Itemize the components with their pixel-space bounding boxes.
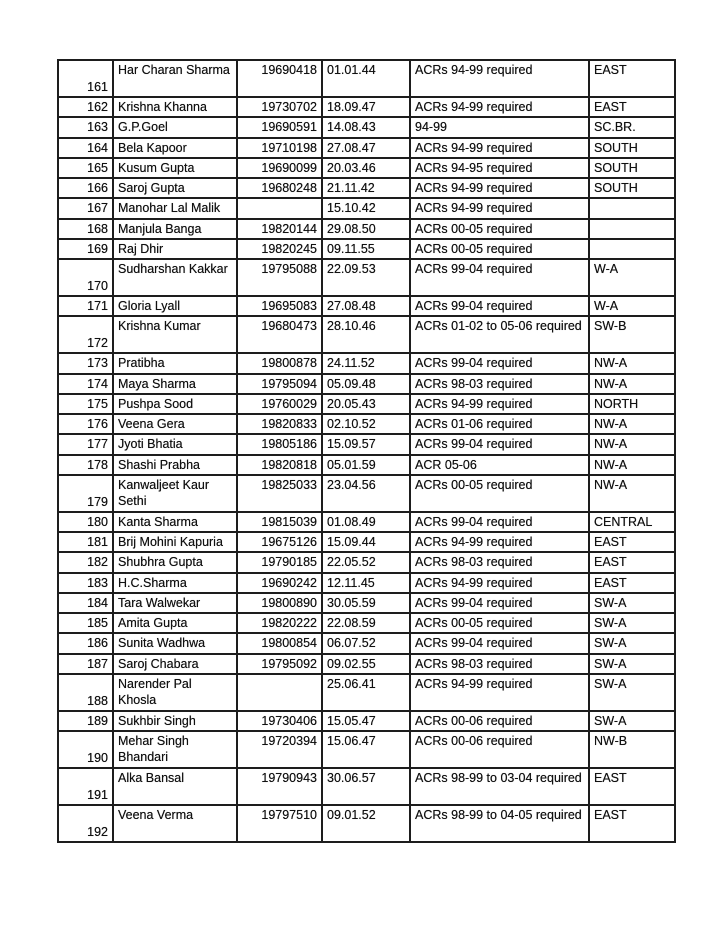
table-row bbox=[58, 805, 675, 842]
dob-cell: 22.08.59 bbox=[322, 613, 410, 633]
row-number-cell: 178 bbox=[58, 455, 113, 475]
name-cell: Kusum Gupta bbox=[113, 158, 237, 178]
name-cell: Mehar Singh Bhandari bbox=[113, 731, 237, 768]
table-row bbox=[58, 219, 675, 239]
region-cell: SOUTH bbox=[589, 138, 675, 158]
dob-cell: 29.08.50 bbox=[322, 219, 410, 239]
table-row bbox=[58, 60, 675, 97]
dob-cell: 02.10.52 bbox=[322, 414, 410, 434]
id-number-cell: 19730702 bbox=[237, 97, 322, 117]
id-number-cell: 19790185 bbox=[237, 552, 322, 572]
table-row bbox=[58, 674, 675, 711]
table-row bbox=[58, 552, 675, 572]
id-number-cell: 19690591 bbox=[237, 117, 322, 137]
table-row bbox=[58, 711, 675, 731]
name-cell: Saroj Chabara bbox=[113, 654, 237, 674]
id-number-cell: 19675126 bbox=[237, 532, 322, 552]
acr-requirement-cell: ACRs 00-05 required bbox=[410, 613, 589, 633]
id-number-cell bbox=[237, 674, 322, 711]
region-cell: SC.BR. bbox=[589, 117, 675, 137]
row-number-cell: 162 bbox=[58, 97, 113, 117]
region-cell: W-A bbox=[589, 296, 675, 316]
dob-cell: 28.10.46 bbox=[322, 316, 410, 353]
table-row bbox=[58, 573, 675, 593]
region-cell: SW-A bbox=[589, 711, 675, 731]
acr-requirement-cell: ACRs 98-99 to 04-05 required bbox=[410, 805, 589, 842]
region-cell bbox=[589, 198, 675, 218]
table-row bbox=[58, 117, 675, 137]
region-cell bbox=[589, 219, 675, 239]
row-number-cell: 176 bbox=[58, 414, 113, 434]
table-row bbox=[58, 532, 675, 552]
name-cell: Amita Gupta bbox=[113, 613, 237, 633]
id-number-cell: 19695083 bbox=[237, 296, 322, 316]
id-number-cell: 19820245 bbox=[237, 239, 322, 259]
acr-requirement-cell: ACRs 00-05 required bbox=[410, 239, 589, 259]
table-row bbox=[58, 259, 675, 296]
acr-requirement-cell: ACRs 00-06 required bbox=[410, 711, 589, 731]
name-cell: Krishna Khanna bbox=[113, 97, 237, 117]
acr-requirement-cell: ACRs 94-99 required bbox=[410, 178, 589, 198]
name-cell: Manohar Lal Malik bbox=[113, 198, 237, 218]
id-number-cell: 19820222 bbox=[237, 613, 322, 633]
id-number-cell: 19800854 bbox=[237, 633, 322, 653]
name-cell: Sunita Wadhwa bbox=[113, 633, 237, 653]
id-number-cell: 19820833 bbox=[237, 414, 322, 434]
acr-requirement-cell: ACRs 99-04 required bbox=[410, 512, 589, 532]
row-number-cell: 168 bbox=[58, 219, 113, 239]
name-cell: Jyoti Bhatia bbox=[113, 434, 237, 454]
row-number-cell: 184 bbox=[58, 593, 113, 613]
region-cell: NORTH bbox=[589, 394, 675, 414]
acr-records-table bbox=[57, 59, 676, 843]
row-number-cell: 163 bbox=[58, 117, 113, 137]
row-number-cell: 177 bbox=[58, 434, 113, 454]
id-number-cell: 19710198 bbox=[237, 138, 322, 158]
region-cell: SW-A bbox=[589, 654, 675, 674]
table-row bbox=[58, 654, 675, 674]
name-cell: Veena Verma bbox=[113, 805, 237, 842]
name-cell: G.P.Goel bbox=[113, 117, 237, 137]
dob-cell: 15.09.57 bbox=[322, 434, 410, 454]
dob-cell: 01.01.44 bbox=[322, 60, 410, 97]
row-number-cell: 179 bbox=[58, 475, 113, 512]
name-cell: Saroj Gupta bbox=[113, 178, 237, 198]
name-cell: Raj Dhir bbox=[113, 239, 237, 259]
table-row bbox=[58, 353, 675, 373]
row-number-cell: 161 bbox=[58, 60, 113, 97]
region-cell: CENTRAL bbox=[589, 512, 675, 532]
dob-cell: 15.06.47 bbox=[322, 731, 410, 768]
name-cell: Maya Sharma bbox=[113, 374, 237, 394]
id-number-cell: 19820144 bbox=[237, 219, 322, 239]
dob-cell: 20.03.46 bbox=[322, 158, 410, 178]
dob-cell: 15.10.42 bbox=[322, 198, 410, 218]
region-cell: SW-A bbox=[589, 674, 675, 711]
id-number-cell: 19805186 bbox=[237, 434, 322, 454]
name-cell: Sudharshan Kakkar bbox=[113, 259, 237, 296]
row-number-cell: 183 bbox=[58, 573, 113, 593]
acr-requirement-cell: ACRs 99-04 required bbox=[410, 633, 589, 653]
row-number-cell: 181 bbox=[58, 532, 113, 552]
dob-cell: 05.09.48 bbox=[322, 374, 410, 394]
region-cell: NW-A bbox=[589, 434, 675, 454]
dob-cell: 27.08.47 bbox=[322, 138, 410, 158]
id-number-cell: 19825033 bbox=[237, 475, 322, 512]
region-cell: NW-A bbox=[589, 455, 675, 475]
name-cell: Kanta Sharma bbox=[113, 512, 237, 532]
acr-requirement-cell: ACRs 94-99 required bbox=[410, 674, 589, 711]
acr-requirement-cell: ACRs 99-04 required bbox=[410, 296, 589, 316]
dob-cell: 14.08.43 bbox=[322, 117, 410, 137]
acr-requirement-cell: ACRs 94-99 required bbox=[410, 394, 589, 414]
region-cell: SOUTH bbox=[589, 178, 675, 198]
acr-requirement-cell: ACRs 94-99 required bbox=[410, 97, 589, 117]
region-cell: EAST bbox=[589, 573, 675, 593]
table-row bbox=[58, 768, 675, 805]
name-cell: Pratibha bbox=[113, 353, 237, 373]
region-cell bbox=[589, 239, 675, 259]
dob-cell: 15.05.47 bbox=[322, 711, 410, 731]
dob-cell: 22.05.52 bbox=[322, 552, 410, 572]
region-cell: NW-B bbox=[589, 731, 675, 768]
dob-cell: 09.02.55 bbox=[322, 654, 410, 674]
name-cell: Tara Walwekar bbox=[113, 593, 237, 613]
table-row bbox=[58, 455, 675, 475]
acr-requirement-cell: ACRs 99-04 required bbox=[410, 259, 589, 296]
id-number-cell: 19795092 bbox=[237, 654, 322, 674]
acr-requirement-cell: ACRs 94-99 required bbox=[410, 138, 589, 158]
table-row bbox=[58, 633, 675, 653]
id-number-cell bbox=[237, 198, 322, 218]
dob-cell: 27.08.48 bbox=[322, 296, 410, 316]
id-number-cell: 19820818 bbox=[237, 455, 322, 475]
row-number-cell: 182 bbox=[58, 552, 113, 572]
region-cell: NW-A bbox=[589, 475, 675, 512]
table-row bbox=[58, 593, 675, 613]
dob-cell: 22.09.53 bbox=[322, 259, 410, 296]
name-cell: Gloria Lyall bbox=[113, 296, 237, 316]
table-row bbox=[58, 613, 675, 633]
dob-cell: 25.06.41 bbox=[322, 674, 410, 711]
dob-cell: 24.11.52 bbox=[322, 353, 410, 373]
name-cell: H.C.Sharma bbox=[113, 573, 237, 593]
id-number-cell: 19797510 bbox=[237, 805, 322, 842]
region-cell: EAST bbox=[589, 532, 675, 552]
name-cell: Narender Pal Khosla bbox=[113, 674, 237, 711]
row-number-cell: 169 bbox=[58, 239, 113, 259]
table-row bbox=[58, 239, 675, 259]
region-cell: SW-B bbox=[589, 316, 675, 353]
region-cell: EAST bbox=[589, 552, 675, 572]
region-cell: SOUTH bbox=[589, 158, 675, 178]
table-row bbox=[58, 316, 675, 353]
name-cell: Sukhbir Singh bbox=[113, 711, 237, 731]
dob-cell: 06.07.52 bbox=[322, 633, 410, 653]
acr-requirement-cell: ACRs 94-99 required bbox=[410, 532, 589, 552]
table-row bbox=[58, 374, 675, 394]
acr-requirement-cell: ACR 05-06 bbox=[410, 455, 589, 475]
dob-cell: 12.11.45 bbox=[322, 573, 410, 593]
region-cell: NW-A bbox=[589, 414, 675, 434]
acr-requirement-cell: ACRs 00-06 required bbox=[410, 731, 589, 768]
id-number-cell: 19690418 bbox=[237, 60, 322, 97]
row-number-cell: 192 bbox=[58, 805, 113, 842]
region-cell: SW-A bbox=[589, 593, 675, 613]
row-number-cell: 165 bbox=[58, 158, 113, 178]
acr-requirement-cell: ACRs 99-04 required bbox=[410, 353, 589, 373]
dob-cell: 01.08.49 bbox=[322, 512, 410, 532]
row-number-cell: 186 bbox=[58, 633, 113, 653]
acr-table-body bbox=[58, 60, 675, 842]
id-number-cell: 19795088 bbox=[237, 259, 322, 296]
table-row bbox=[58, 97, 675, 117]
region-cell: SW-A bbox=[589, 613, 675, 633]
row-number-cell: 191 bbox=[58, 768, 113, 805]
acr-requirement-cell: ACRs 98-03 required bbox=[410, 654, 589, 674]
acr-requirement-cell: ACRs 94-99 required bbox=[410, 198, 589, 218]
table-row bbox=[58, 138, 675, 158]
table-row bbox=[58, 178, 675, 198]
id-number-cell: 19790943 bbox=[237, 768, 322, 805]
row-number-cell: 172 bbox=[58, 316, 113, 353]
id-number-cell: 19680473 bbox=[237, 316, 322, 353]
id-number-cell: 19815039 bbox=[237, 512, 322, 532]
id-number-cell: 19720394 bbox=[237, 731, 322, 768]
row-number-cell: 180 bbox=[58, 512, 113, 532]
row-number-cell: 188 bbox=[58, 674, 113, 711]
table-row bbox=[58, 198, 675, 218]
dob-cell: 15.09.44 bbox=[322, 532, 410, 552]
table-row bbox=[58, 434, 675, 454]
name-cell: Alka Bansal bbox=[113, 768, 237, 805]
dob-cell: 30.06.57 bbox=[322, 768, 410, 805]
acr-requirement-cell: ACRs 99-04 required bbox=[410, 593, 589, 613]
id-number-cell: 19760029 bbox=[237, 394, 322, 414]
name-cell: Kanwaljeet Kaur Sethi bbox=[113, 475, 237, 512]
table-row bbox=[58, 731, 675, 768]
table-row bbox=[58, 475, 675, 512]
id-number-cell: 19680248 bbox=[237, 178, 322, 198]
name-cell: Shubhra Gupta bbox=[113, 552, 237, 572]
row-number-cell: 187 bbox=[58, 654, 113, 674]
acr-requirement-cell: ACRs 98-99 to 03-04 required bbox=[410, 768, 589, 805]
name-cell: Har Charan Sharma bbox=[113, 60, 237, 97]
name-cell: Manjula Banga bbox=[113, 219, 237, 239]
acr-requirement-cell: ACRs 98-03 required bbox=[410, 374, 589, 394]
dob-cell: 09.11.55 bbox=[322, 239, 410, 259]
dob-cell: 09.01.52 bbox=[322, 805, 410, 842]
row-number-cell: 175 bbox=[58, 394, 113, 414]
table-row bbox=[58, 414, 675, 434]
id-number-cell: 19795094 bbox=[237, 374, 322, 394]
name-cell: Veena Gera bbox=[113, 414, 237, 434]
acr-requirement-cell: ACRs 00-05 required bbox=[410, 475, 589, 512]
region-cell: NW-A bbox=[589, 353, 675, 373]
acr-requirement-cell: ACRs 01-06 required bbox=[410, 414, 589, 434]
region-cell: EAST bbox=[589, 60, 675, 97]
id-number-cell: 19690099 bbox=[237, 158, 322, 178]
name-cell: Pushpa Sood bbox=[113, 394, 237, 414]
acr-requirement-cell: ACRs 94-99 required bbox=[410, 573, 589, 593]
dob-cell: 18.09.47 bbox=[322, 97, 410, 117]
dob-cell: 21.11.42 bbox=[322, 178, 410, 198]
acr-requirement-cell: ACRs 94-99 required bbox=[410, 60, 589, 97]
id-number-cell: 19730406 bbox=[237, 711, 322, 731]
region-cell: W-A bbox=[589, 259, 675, 296]
row-number-cell: 189 bbox=[58, 711, 113, 731]
table-row bbox=[58, 296, 675, 316]
region-cell: EAST bbox=[589, 805, 675, 842]
table-row bbox=[58, 158, 675, 178]
dob-cell: 23.04.56 bbox=[322, 475, 410, 512]
row-number-cell: 166 bbox=[58, 178, 113, 198]
name-cell: Shashi Prabha bbox=[113, 455, 237, 475]
region-cell: NW-A bbox=[589, 374, 675, 394]
dob-cell: 30.05.59 bbox=[322, 593, 410, 613]
row-number-cell: 185 bbox=[58, 613, 113, 633]
id-number-cell: 19800878 bbox=[237, 353, 322, 373]
acr-requirement-cell: 94-99 bbox=[410, 117, 589, 137]
table-row bbox=[58, 394, 675, 414]
row-number-cell: 171 bbox=[58, 296, 113, 316]
dob-cell: 20.05.43 bbox=[322, 394, 410, 414]
row-number-cell: 170 bbox=[58, 259, 113, 296]
id-number-cell: 19690242 bbox=[237, 573, 322, 593]
region-cell: EAST bbox=[589, 97, 675, 117]
acr-requirement-cell: ACRs 99-04 required bbox=[410, 434, 589, 454]
acr-requirement-cell: ACRs 00-05 required bbox=[410, 219, 589, 239]
id-number-cell: 19800890 bbox=[237, 593, 322, 613]
row-number-cell: 167 bbox=[58, 198, 113, 218]
table-row bbox=[58, 512, 675, 532]
dob-cell: 05.01.59 bbox=[322, 455, 410, 475]
row-number-cell: 190 bbox=[58, 731, 113, 768]
acr-requirement-cell: ACRs 98-03 required bbox=[410, 552, 589, 572]
name-cell: Brij Mohini Kapuria bbox=[113, 532, 237, 552]
region-cell: SW-A bbox=[589, 633, 675, 653]
name-cell: Krishna Kumar bbox=[113, 316, 237, 353]
region-cell: EAST bbox=[589, 768, 675, 805]
acr-requirement-cell: ACRs 94-95 required bbox=[410, 158, 589, 178]
name-cell: Bela Kapoor bbox=[113, 138, 237, 158]
acr-requirement-cell: ACRs 01-02 to 05-06 required bbox=[410, 316, 589, 353]
row-number-cell: 164 bbox=[58, 138, 113, 158]
row-number-cell: 173 bbox=[58, 353, 113, 373]
row-number-cell: 174 bbox=[58, 374, 113, 394]
